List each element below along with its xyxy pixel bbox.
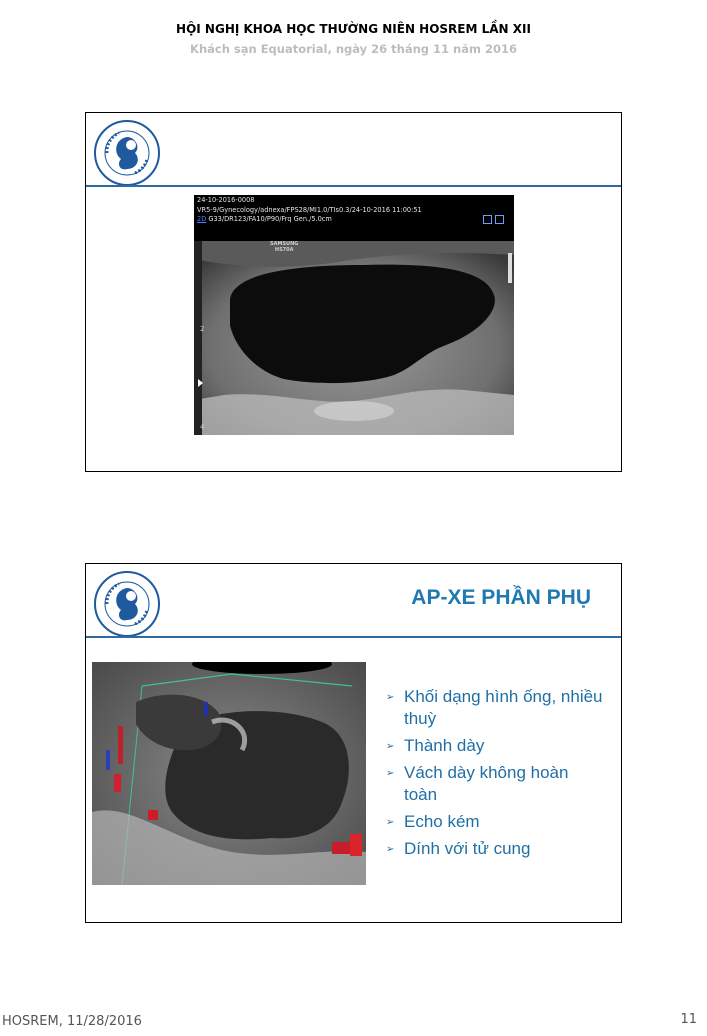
list-item: ➢ Echo kém — [386, 811, 606, 833]
device-brand — [270, 241, 298, 253]
meta-line-3 — [197, 215, 422, 225]
mode-label: 2D — [197, 215, 207, 223]
hospital-logo — [93, 119, 161, 187]
page-number: 11 — [680, 1012, 697, 1027]
list-item: ➢ Dính với tử cung — [386, 838, 606, 860]
ultrasound-image-1 — [194, 195, 514, 435]
arrow-bullet-icon: ➢ — [386, 741, 395, 752]
arrow-bullet-icon: ➢ — [386, 844, 395, 855]
slide-2 — [85, 563, 622, 923]
conference-subtitle: Khách sạn Equatorial, ngày 26 tháng 11 năm 2016 — [190, 42, 517, 56]
ultrasound-metadata — [197, 196, 422, 225]
brand-line-1: SAMSUNG — [270, 241, 299, 247]
meta-line-1: 24-10-2016-0008 — [197, 196, 255, 204]
findings-list — [386, 686, 606, 865]
arrow-bullet-icon: ➢ — [386, 692, 395, 703]
list-item: ➢ Vách dày không hoàn toàn — [386, 763, 569, 804]
ultrasound-image-2 — [92, 662, 366, 885]
arrow-bullet-icon: ➢ — [386, 817, 395, 828]
slide-title: AP-XE PHẦN PHỤ — [411, 586, 591, 609]
depth-mark-2: 2 — [200, 325, 205, 333]
slide-1-divider — [86, 185, 621, 187]
slide-1 — [85, 112, 622, 472]
depth-mark-4: 4 — [200, 423, 205, 431]
meta-line-2: VR5-9/Gynecology/adnexa/FPS28/MI1.0/TIs0.3/24-10-2016 11:00:51 — [197, 205, 422, 214]
brand-line-2: HS70A — [274, 247, 294, 253]
list-item: ➢ Khối dạng hình ống, nhiều thuỳ — [386, 687, 603, 728]
meta-params: G33/DR123/FA10/P90/Frq Gen./5.0cm — [206, 215, 332, 223]
conference-title: HỘI NGHỊ KHOA HỌC THƯỜNG NIÊN HOSREM LẦN XII — [176, 22, 531, 36]
hospital-logo — [93, 570, 161, 638]
footer-date: HOSREM, 11/28/2016 — [2, 1014, 142, 1029]
probe-icon — [483, 215, 492, 224]
arrow-bullet-icon: ➢ — [386, 768, 395, 779]
mode-icon — [495, 215, 504, 224]
slide-2-divider — [86, 636, 621, 638]
list-item: ➢ Thành dày — [386, 735, 606, 757]
